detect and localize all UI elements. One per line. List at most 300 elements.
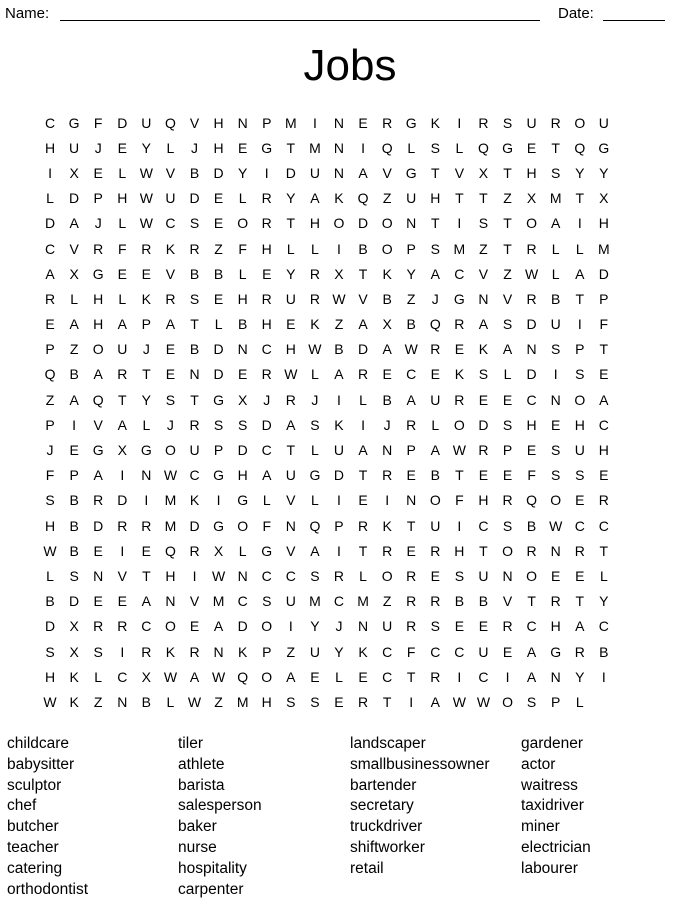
grid-letter[interactable]: V (286, 492, 296, 509)
grid-letter[interactable]: D (357, 341, 369, 358)
grid-letter[interactable]: O (429, 492, 441, 509)
grid-letter[interactable]: C (117, 668, 128, 685)
grid-letter[interactable]: K (237, 643, 248, 660)
grid-letter[interactable]: W (452, 442, 466, 459)
grid-letter[interactable]: I (120, 542, 125, 559)
grid-letter[interactable]: J (311, 391, 319, 408)
grid-letter[interactable]: D (478, 416, 489, 433)
grid-letter[interactable]: D (213, 164, 224, 181)
grid-letter[interactable]: T (575, 593, 585, 610)
grid-letter[interactable]: R (44, 290, 56, 307)
grid-letter[interactable]: S (478, 215, 489, 232)
grid-letter[interactable]: E (93, 593, 103, 610)
grid-letter[interactable]: C (285, 567, 296, 584)
grid-letter[interactable]: Y (286, 265, 296, 282)
grid-letter[interactable]: A (117, 316, 127, 333)
grid-letter[interactable]: A (69, 391, 79, 408)
grid-letter[interactable]: W (284, 366, 298, 383)
grid-letter[interactable]: K (69, 668, 79, 685)
grid-letter[interactable]: Y (310, 618, 320, 635)
grid-letter[interactable]: E (526, 139, 537, 156)
grid-letter[interactable]: M (453, 240, 466, 257)
grid-letter[interactable]: V (478, 265, 489, 282)
grid-letter[interactable]: A (575, 265, 585, 282)
grid-letter[interactable]: D (189, 517, 200, 534)
grid-letter[interactable]: T (142, 366, 151, 383)
grid-letter[interactable]: B (189, 164, 200, 181)
grid-letter[interactable]: H (117, 190, 128, 207)
grid-letter[interactable]: T (503, 215, 512, 232)
grid-letter[interactable]: C (261, 567, 272, 584)
grid-letter[interactable]: E (237, 366, 248, 383)
grid-letter[interactable]: I (457, 215, 462, 232)
grid-letter[interactable]: R (261, 290, 272, 307)
grid-letter[interactable]: E (599, 467, 609, 484)
grid-letter[interactable]: Y (334, 643, 344, 660)
grid-letter[interactable]: E (599, 366, 609, 383)
grid-letter[interactable]: M (236, 693, 249, 710)
grid-letter[interactable]: H (598, 442, 609, 459)
grid-letter[interactable]: L (551, 240, 560, 257)
grid-letter[interactable]: T (190, 316, 199, 333)
grid-letter[interactable]: K (165, 240, 176, 257)
grid-letter[interactable]: W (332, 290, 346, 307)
grid-letter[interactable]: P (334, 517, 344, 534)
grid-letter[interactable]: R (309, 265, 320, 282)
grid-letter[interactable]: E (502, 643, 513, 660)
grid-letter[interactable]: S (286, 693, 296, 710)
grid-letter[interactable]: N (333, 139, 345, 156)
grid-letter[interactable]: S (165, 391, 176, 408)
grid-letter[interactable]: O (92, 341, 104, 358)
grid-letter[interactable]: D (237, 442, 248, 459)
grid-letter[interactable]: C (261, 341, 272, 358)
grid-letter[interactable]: I (72, 416, 77, 433)
grid-letter[interactable]: R (141, 240, 152, 257)
grid-letter[interactable]: R (261, 215, 272, 232)
grid-letter[interactable]: I (457, 517, 462, 534)
grid-letter[interactable]: L (238, 265, 247, 282)
grid-letter[interactable]: A (69, 316, 79, 333)
grid-letter[interactable]: E (117, 265, 127, 282)
grid-letter[interactable]: D (189, 190, 200, 207)
grid-letter[interactable]: E (358, 114, 368, 131)
grid-letter[interactable]: D (285, 164, 296, 181)
grid-letter[interactable]: R (526, 542, 537, 559)
grid-letter[interactable]: O (574, 114, 586, 131)
grid-letter[interactable]: P (406, 240, 416, 257)
grid-letter[interactable]: B (69, 542, 79, 559)
grid-letter[interactable]: L (118, 215, 127, 232)
grid-letter[interactable]: X (69, 265, 79, 282)
grid-letter[interactable]: E (358, 668, 368, 685)
grid-letter[interactable]: E (213, 290, 224, 307)
grid-letter[interactable]: H (237, 467, 248, 484)
grid-letter[interactable]: J (94, 139, 102, 156)
grid-letter[interactable]: R (502, 492, 513, 509)
grid-letter[interactable]: O (453, 416, 465, 433)
grid-letter[interactable]: E (93, 164, 103, 181)
grid-letter[interactable]: X (69, 164, 79, 181)
grid-letter[interactable]: P (213, 442, 224, 459)
grid-letter[interactable]: C (526, 618, 537, 635)
grid-letter[interactable]: S (551, 341, 561, 358)
grid-letter[interactable]: B (69, 366, 79, 383)
grid-letter[interactable]: S (262, 593, 272, 610)
grid-letter[interactable]: W (308, 341, 322, 358)
grid-letter[interactable]: H (213, 114, 224, 131)
grid-letter[interactable]: U (478, 643, 489, 660)
grid-letter[interactable]: L (599, 567, 608, 584)
grid-letter[interactable]: M (598, 240, 610, 257)
grid-letter[interactable]: B (599, 643, 609, 660)
grid-letter[interactable]: X (69, 643, 79, 660)
grid-letter[interactable]: O (237, 517, 249, 534)
grid-letter[interactable]: L (166, 139, 175, 156)
grid-letter[interactable]: R (285, 391, 296, 408)
grid-letter[interactable]: T (117, 391, 127, 408)
grid-letter[interactable]: N (357, 618, 369, 635)
grid-letter[interactable]: J (94, 215, 102, 232)
grid-letter[interactable]: V (117, 567, 127, 584)
grid-letter[interactable]: Q (526, 492, 538, 509)
grid-letter[interactable]: M (309, 139, 321, 156)
grid-letter[interactable]: D (357, 215, 369, 232)
grid-letter[interactable]: R (406, 618, 417, 635)
grid-letter[interactable]: I (457, 114, 462, 131)
grid-letter[interactable]: O (381, 215, 393, 232)
grid-letter[interactable]: E (454, 618, 465, 635)
grid-letter[interactable]: E (406, 542, 416, 559)
grid-letter[interactable]: R (141, 517, 152, 534)
grid-letter[interactable]: Z (503, 265, 512, 282)
grid-letter[interactable]: A (575, 618, 585, 635)
grid-letter[interactable]: H (574, 416, 585, 433)
grid-letter[interactable]: K (358, 643, 368, 660)
grid-letter[interactable]: C (598, 618, 609, 635)
grid-letter[interactable]: C (478, 517, 489, 534)
grid-letter[interactable]: K (165, 643, 176, 660)
grid-letter[interactable]: H (93, 316, 104, 333)
grid-letter[interactable]: G (140, 442, 152, 459)
grid-letter[interactable]: R (526, 290, 537, 307)
grid-letter[interactable]: S (69, 567, 79, 584)
grid-letter[interactable]: H (598, 215, 609, 232)
grid-letter[interactable]: O (381, 240, 393, 257)
grid-letter[interactable]: I (264, 164, 269, 181)
grid-letter[interactable]: T (358, 265, 368, 282)
grid-letter[interactable]: R (598, 492, 609, 509)
grid-letter[interactable]: N (550, 391, 561, 408)
grid-letter[interactable]: I (337, 542, 341, 559)
grid-letter[interactable]: A (358, 442, 368, 459)
grid-letter[interactable]: C (165, 215, 176, 232)
grid-letter[interactable]: T (286, 139, 296, 156)
grid-letter[interactable]: J (263, 391, 271, 408)
grid-letter[interactable]: H (165, 567, 176, 584)
grid-letter[interactable]: S (310, 693, 320, 710)
grid-letter[interactable]: N (237, 114, 248, 131)
grid-letter[interactable]: T (431, 215, 440, 232)
grid-letter[interactable]: E (262, 265, 272, 282)
grid-letter[interactable]: N (285, 517, 296, 534)
grid-letter[interactable]: S (45, 492, 55, 509)
grid-letter[interactable]: A (286, 416, 296, 433)
grid-letter[interactable]: I (192, 567, 197, 584)
grid-letter[interactable]: G (213, 517, 225, 534)
grid-letter[interactable]: P (551, 693, 561, 710)
grid-letter[interactable]: H (261, 693, 272, 710)
grid-letter[interactable]: U (309, 643, 320, 660)
grid-letter[interactable]: T (431, 164, 440, 181)
grid-letter[interactable]: P (141, 316, 152, 333)
grid-letter[interactable]: O (261, 618, 273, 635)
grid-letter[interactable]: F (262, 517, 272, 534)
grid-letter[interactable]: M (164, 517, 177, 534)
grid-letter[interactable]: B (69, 492, 79, 509)
grid-letter[interactable]: E (454, 341, 465, 358)
grid-letter[interactable]: E (69, 442, 79, 459)
grid-letter[interactable]: A (430, 442, 440, 459)
grid-letter[interactable]: I (120, 467, 125, 484)
grid-letter[interactable]: N (93, 567, 104, 584)
grid-letter[interactable]: T (551, 139, 560, 156)
grid-letter[interactable]: Y (406, 265, 416, 282)
grid-letter[interactable]: G (453, 290, 465, 307)
grid-letter[interactable]: E (189, 618, 200, 635)
grid-letter[interactable]: I (312, 114, 317, 131)
grid-letter[interactable]: C (574, 517, 585, 534)
grid-letter[interactable]: E (117, 593, 127, 610)
grid-letter[interactable]: S (502, 416, 513, 433)
grid-letter[interactable]: Q (164, 542, 176, 559)
grid-letter[interactable]: D (333, 467, 345, 484)
grid-letter[interactable]: G (598, 139, 610, 156)
grid-letter[interactable]: U (141, 114, 152, 131)
grid-letter[interactable]: A (551, 215, 561, 232)
grid-letter[interactable]: C (261, 442, 272, 459)
grid-letter[interactable]: X (237, 391, 248, 408)
grid-letter[interactable]: E (575, 567, 585, 584)
grid-letter[interactable]: R (189, 416, 200, 433)
grid-letter[interactable]: B (45, 593, 55, 610)
grid-letter[interactable]: A (141, 593, 152, 610)
grid-letter[interactable]: U (574, 442, 585, 459)
grid-letter[interactable]: N (406, 215, 417, 232)
grid-letter[interactable]: S (502, 316, 513, 333)
grid-letter[interactable]: K (310, 316, 320, 333)
grid-letter[interactable]: T (575, 190, 585, 207)
grid-letter[interactable]: I (553, 366, 558, 383)
grid-letter[interactable]: I (337, 391, 341, 408)
grid-letter[interactable]: L (575, 693, 584, 710)
grid-letter[interactable]: B (454, 593, 465, 610)
grid-letter[interactable]: E (575, 492, 585, 509)
grid-letter[interactable]: U (189, 442, 200, 459)
grid-letter[interactable]: O (381, 567, 393, 584)
grid-letter[interactable]: R (454, 391, 465, 408)
grid-letter[interactable]: D (213, 341, 224, 358)
grid-letter[interactable]: Y (575, 164, 585, 181)
grid-letter[interactable]: Q (44, 366, 56, 383)
grid-letter[interactable]: P (93, 190, 103, 207)
grid-letter[interactable]: S (575, 366, 585, 383)
grid-letter[interactable]: S (45, 643, 55, 660)
grid-letter[interactable]: Z (45, 391, 55, 408)
grid-letter[interactable]: W (139, 190, 153, 207)
grid-letter[interactable]: S (430, 139, 440, 156)
grid-letter[interactable]: M (212, 593, 225, 610)
grid-letter[interactable]: C (478, 668, 489, 685)
grid-letter[interactable]: F (527, 467, 536, 484)
grid-letter[interactable]: E (237, 139, 248, 156)
grid-letter[interactable]: H (454, 542, 465, 559)
grid-letter[interactable]: C (406, 366, 417, 383)
grid-letter[interactable]: X (526, 190, 537, 207)
grid-letter[interactable]: V (502, 290, 513, 307)
grid-letter[interactable]: P (45, 416, 55, 433)
grid-letter[interactable]: V (165, 265, 176, 282)
grid-letter[interactable]: R (357, 366, 369, 383)
grid-letter[interactable]: C (382, 643, 393, 660)
grid-letter[interactable]: W (43, 542, 57, 559)
grid-letter[interactable]: A (189, 668, 200, 685)
grid-letter[interactable]: U (309, 164, 320, 181)
grid-letter[interactable]: O (526, 567, 538, 584)
grid-letter[interactable]: Z (479, 240, 488, 257)
grid-letter[interactable]: L (311, 492, 319, 509)
grid-letter[interactable]: C (382, 668, 393, 685)
grid-letter[interactable]: E (502, 391, 513, 408)
grid-letter[interactable]: U (285, 467, 296, 484)
grid-letter[interactable]: R (526, 240, 537, 257)
grid-letter[interactable]: I (409, 693, 414, 710)
grid-letter[interactable]: L (311, 240, 319, 257)
grid-letter[interactable]: R (382, 467, 393, 484)
grid-letter[interactable]: Q (574, 139, 586, 156)
grid-letter[interactable]: I (361, 139, 365, 156)
grid-letter[interactable]: H (237, 290, 248, 307)
grid-letter[interactable]: R (93, 240, 104, 257)
grid-letter[interactable]: L (455, 139, 464, 156)
grid-letter[interactable]: Q (164, 114, 176, 131)
grid-letter[interactable]: A (213, 618, 224, 635)
grid-letter[interactable]: R (261, 366, 272, 383)
grid-letter[interactable]: Q (237, 668, 249, 685)
grid-letter[interactable]: R (430, 593, 441, 610)
grid-letter[interactable]: Q (357, 190, 369, 207)
grid-letter[interactable]: E (551, 567, 561, 584)
grid-letter[interactable]: I (144, 492, 149, 509)
grid-letter[interactable]: L (407, 139, 416, 156)
grid-letter[interactable]: U (285, 593, 296, 610)
grid-letter[interactable]: A (69, 215, 79, 232)
grid-letter[interactable]: Q (309, 517, 321, 534)
grid-letter[interactable]: T (479, 190, 488, 207)
grid-letter[interactable]: T (286, 215, 296, 232)
grid-letter[interactable]: D (69, 593, 80, 610)
grid-letter[interactable]: D (213, 366, 224, 383)
grid-letter[interactable]: V (165, 164, 176, 181)
grid-letter[interactable]: S (526, 693, 537, 710)
grid-letter[interactable]: G (405, 164, 417, 181)
grid-letter[interactable]: P (262, 643, 272, 660)
grid-letter[interactable]: Z (286, 643, 296, 660)
grid-letter[interactable]: Q (381, 139, 393, 156)
grid-letter[interactable]: U (285, 290, 296, 307)
grid-letter[interactable]: T (503, 240, 512, 257)
grid-letter[interactable]: P (262, 114, 272, 131)
grid-letter[interactable]: R (333, 567, 345, 584)
grid-letter[interactable]: X (117, 442, 127, 459)
grid-letter[interactable]: N (550, 542, 561, 559)
grid-letter[interactable]: H (261, 240, 272, 257)
grid-letter[interactable]: N (213, 643, 224, 660)
grid-letter[interactable]: S (454, 567, 465, 584)
grid-letter[interactable]: N (526, 341, 537, 358)
grid-letter[interactable]: X (478, 164, 489, 181)
grid-letter[interactable]: T (503, 164, 512, 181)
grid-letter[interactable]: N (237, 567, 248, 584)
grid-letter[interactable]: H (44, 517, 56, 534)
grid-letter[interactable]: D (93, 517, 104, 534)
grid-letter[interactable]: Y (286, 190, 296, 207)
grid-letter[interactable]: S (502, 517, 513, 534)
grid-letter[interactable]: L (118, 290, 127, 307)
grid-letter[interactable]: V (69, 240, 79, 257)
grid-letter[interactable]: A (526, 668, 537, 685)
grid-letter[interactable]: L (46, 567, 54, 584)
grid-letter[interactable]: A (406, 391, 416, 408)
grid-letter[interactable]: S (551, 164, 561, 181)
grid-letter[interactable]: Z (69, 341, 79, 358)
grid-letter[interactable]: A (286, 668, 296, 685)
grid-letter[interactable]: K (334, 416, 344, 433)
grid-letter[interactable]: V (454, 164, 465, 181)
grid-letter[interactable]: S (430, 618, 440, 635)
grid-letter[interactable]: D (117, 492, 128, 509)
grid-letter[interactable]: W (139, 215, 153, 232)
grid-letter[interactable]: T (358, 467, 368, 484)
grid-letter[interactable]: V (382, 164, 392, 181)
grid-letter[interactable]: C (430, 643, 441, 660)
grid-letter[interactable]: I (337, 240, 341, 257)
grid-letter[interactable]: W (211, 668, 226, 685)
grid-letter[interactable]: G (502, 139, 513, 156)
grid-letter[interactable]: L (359, 567, 367, 584)
grid-letter[interactable]: R (117, 618, 128, 635)
grid-letter[interactable]: J (46, 442, 54, 459)
grid-letter[interactable]: U (430, 517, 441, 534)
grid-letter[interactable]: X (141, 668, 152, 685)
grid-letter[interactable]: J (335, 618, 343, 635)
grid-letter[interactable]: N (478, 290, 489, 307)
grid-letter[interactable]: R (406, 416, 417, 433)
grid-letter[interactable]: S (575, 467, 585, 484)
grid-letter[interactable]: E (310, 668, 320, 685)
grid-letter[interactable]: E (334, 693, 344, 710)
grid-letter[interactable]: T (286, 442, 296, 459)
grid-letter[interactable]: A (310, 190, 320, 207)
grid-letter[interactable]: W (139, 164, 153, 181)
grid-letter[interactable]: N (237, 341, 248, 358)
grid-letter[interactable]: V (189, 593, 200, 610)
grid-letter[interactable]: T (599, 341, 609, 358)
grid-letter[interactable]: H (261, 316, 272, 333)
grid-letter[interactable]: N (550, 668, 561, 685)
grid-letter[interactable]: D (117, 114, 128, 131)
grid-letter[interactable]: A (382, 341, 392, 358)
